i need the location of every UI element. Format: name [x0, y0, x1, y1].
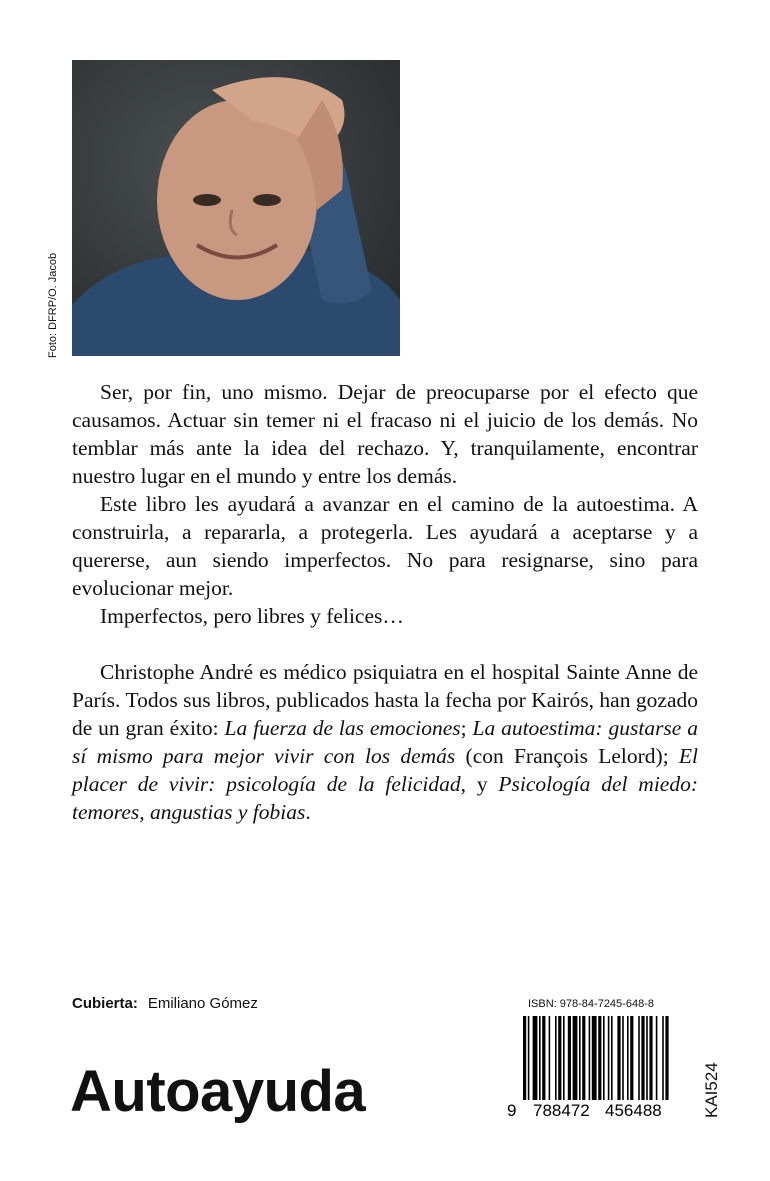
- barcode-bar: [617, 1016, 620, 1100]
- barcode-bar: [641, 1016, 644, 1100]
- catalog-reference: KAI524: [702, 1062, 721, 1118]
- barcode-bar: [627, 1016, 629, 1100]
- bio-coauthor: (con François Lelord);: [455, 744, 679, 768]
- barcode-bar: [533, 1016, 538, 1100]
- blurb-paragraph-2: Este libro les ayudará a avanzar en el camino de la autoestima. A construirla, a repararla, a protegerla. Les ayudará a aceptarse y a quererse, aun siendo imperfectos. No para resignarse, sino para evolucionar mejor.: [72, 492, 698, 600]
- bio-separator-1: ;: [460, 716, 473, 740]
- barcode-bar: [592, 1016, 597, 1100]
- barcode-bar: [646, 1016, 648, 1100]
- barcode-bar: [608, 1016, 610, 1100]
- barcode-bar: [563, 1016, 565, 1100]
- barcode-bar: [611, 1016, 613, 1100]
- barcode-bar: [573, 1016, 578, 1100]
- barcode-bar: [598, 1016, 601, 1100]
- author-bio-intro: Christophe André es médico psiquiatra en el hospital Sainte Anne de París. Todos sus libros, publicados hasta la fecha por Kairós, han gozado de un gran éxito:: [72, 660, 698, 740]
- barcode-bar: [638, 1016, 640, 1100]
- bio-separator-2: , y: [460, 772, 499, 796]
- author-bio: [72, 658, 698, 826]
- blurb-paragraph-3: Imperfectos, pero libres y felices…: [100, 604, 404, 628]
- barcode-bar: [589, 1016, 591, 1100]
- barcode-bar: [549, 1016, 551, 1100]
- genre-label: Autoayuda: [70, 1059, 366, 1124]
- bio-end: .: [305, 800, 311, 824]
- barcode-digits-right: 456488: [605, 1101, 662, 1120]
- barcode-first-digit: 9: [507, 1101, 517, 1120]
- barcode-bar: [649, 1016, 652, 1100]
- barcode-bar: [539, 1016, 541, 1100]
- isbn-text: ISBN: 978-84-7245-648-8: [528, 998, 654, 1010]
- back-cover-blurb: [72, 378, 698, 826]
- book-title-4: Psicología del miedo: temores, angustias y fobias: [72, 772, 699, 824]
- blurb-paragraph-1: Ser, por fin, uno mismo. Dejar de preocuparse por el efecto que causamos. Actuar sin temer ni el fracaso ni el juicio de los demás. No temblar más ante la idea del rechazo. Y, tranquilamente, encontrar nuestro lugar en el mundo y entre los demás.: [72, 380, 698, 488]
- barcode-bar: [630, 1016, 633, 1100]
- book-title-2: La autoestima: gustarse a sí mismo para mejor vivir con los demás: [72, 716, 698, 768]
- cover-designer-name: Emiliano Gómez: [147, 995, 258, 1012]
- barcode-bars: [523, 1016, 669, 1100]
- barcode-digits-left: 788472: [533, 1101, 590, 1120]
- barcode-bar: [603, 1016, 605, 1100]
- barcode-bar: [665, 1016, 668, 1100]
- barcode-bar: [622, 1016, 624, 1100]
- book-title-3: El placer de vivir: psicología de la felicidad: [72, 744, 699, 796]
- barcode-bar: [523, 1016, 526, 1100]
- author-portrait-image: [72, 60, 400, 356]
- barcode-bar: [656, 1016, 658, 1100]
- cover-credit: [72, 995, 258, 1012]
- barcode-bar: [528, 1016, 530, 1100]
- barcode-bar: [542, 1016, 545, 1100]
- barcode: [505, 1016, 677, 1120]
- barcode-bar: [662, 1016, 664, 1100]
- paragraph-spacer: [72, 630, 698, 658]
- book-title-1: La fuerza de las emociones: [224, 716, 461, 740]
- barcode-bar: [558, 1016, 561, 1100]
- cover-credit-label: Cubierta:: [72, 995, 138, 1012]
- photo-credit: Foto: DFRP/O. Jacob: [47, 252, 59, 358]
- barcode-bar: [582, 1016, 585, 1100]
- author-photo: [72, 60, 400, 356]
- barcode-bar: [579, 1016, 581, 1100]
- barcode-bar: [555, 1016, 557, 1100]
- barcode-bar: [568, 1016, 571, 1100]
